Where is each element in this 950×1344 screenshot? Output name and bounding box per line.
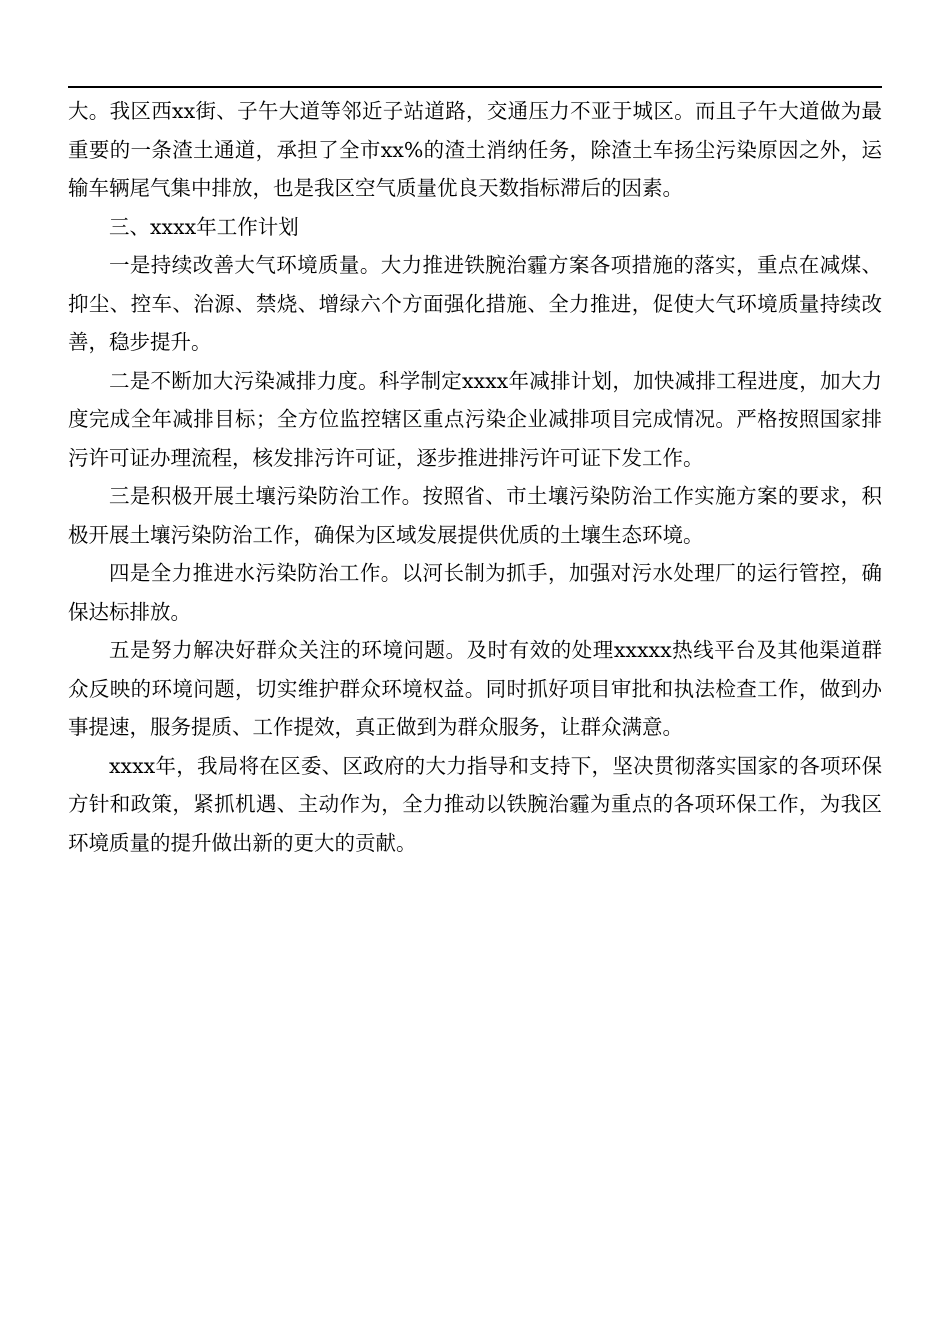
paragraph-plan-1: 一是持续改善大气环境质量。大力推进铁腕治霾方案各项措施的落实，重点在减煤、抑尘、控车、治源、禁烧、增绿六个方面强化措施、全力推进，促使大气环境质量持续改善，稳步提升。	[68, 253, 882, 354]
paragraph-continuation: 大。我区西xx街、子午大道等邻近子站道路，交通压力不亚于城区。而且子午大道做为最重要的一条渣土通道，承担了全市xx%的渣土消纳任务，除渣土车扬尘污染原因之外，运输车辆尾气集中排放，也是我区空气质量优良天数指标滞后的因素。	[68, 99, 882, 200]
paragraph-plan-2: 二是不断加大污染减排力度。科学制定xxxx年减排计划，加快减排工程进度，加大力度完成全年减排目标；全方位监控辖区重点污染企业减排项目完成情况。严格按照国家排污许可证办理流程，核发排污许可证，逐步推进排污许可证下发工作。	[68, 368, 882, 470]
paragraph-plan-5: 五是努力解决好群众关注的环境问题。及时有效的处理xxxxx热线平台及其他渠道群众反映的环境问题，切实维护群众环境权益。同时抓好项目审批和执法检查工作，做到办事提速，服务提质、工作提效，真正做到为群众服务，让群众满意。	[68, 638, 882, 739]
paragraph-plan-3: 三是积极开展土壤污染防治工作。按照省、市土壤污染防治工作实施方案的要求，积极开展土壤污染防治工作，确保为区域发展提供优质的土壤生态环境。	[68, 484, 882, 547]
paragraph-plan-4: 四是全力推进水污染防治工作。以河长制为抓手，加强对污水处理厂的运行管控，确保达标排放。	[68, 561, 882, 624]
header-rule	[68, 86, 882, 88]
paragraph-conclusion: xxxx年，我局将在区委、区政府的大力指导和支持下，坚决贯彻落实国家的各项环保方针和政策，紧抓机遇、主动作为，全力推动以铁腕治霾为重点的各项环保工作，为我区环境质量的提升做出新的更大的贡献。	[68, 753, 882, 855]
section-heading: 三、xxxx年工作计划	[109, 214, 299, 239]
document-body	[68, 92, 882, 862]
